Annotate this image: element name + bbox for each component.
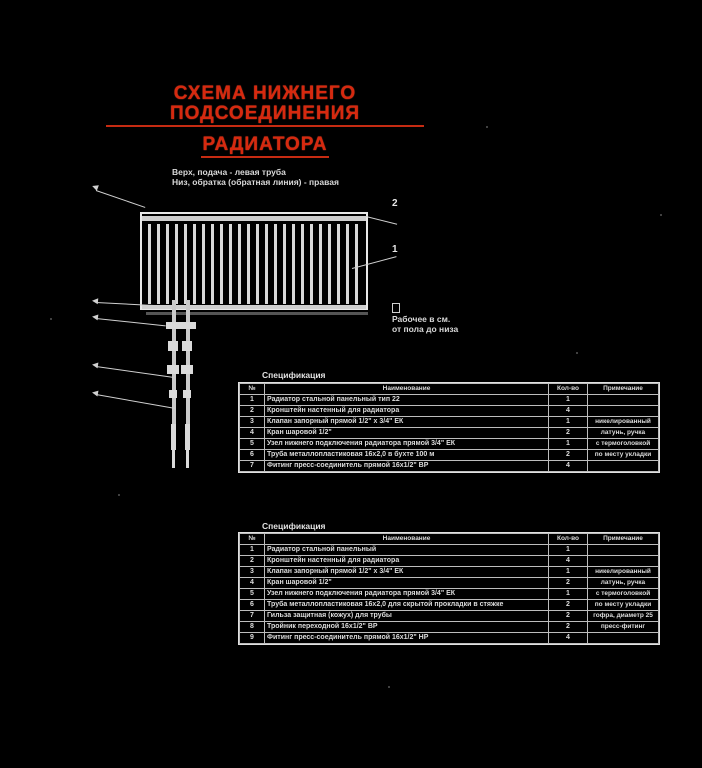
- cell-qty: 1: [549, 567, 588, 578]
- floor-level-note: [392, 303, 458, 334]
- table-row: [240, 567, 659, 578]
- header-num: №: [240, 534, 265, 545]
- cell-qty: 2: [549, 428, 588, 439]
- title-line-1: СХЕМА НИЖНЕГО ПОДСОЕДИНЕНИЯ: [169, 83, 361, 124]
- cell-name: Кран шаровой 1/2": [265, 578, 549, 589]
- specification-table-1: [238, 382, 660, 473]
- cell-num: 2: [240, 406, 265, 417]
- cell-name: Гильза защитная (кожух) для трубы: [265, 611, 549, 622]
- cell-note: латунь, ручка: [588, 578, 659, 589]
- cell-num: 6: [240, 600, 265, 611]
- cell-note: с термоголовкой: [588, 439, 659, 450]
- cell-qty: 1: [549, 545, 588, 556]
- table-header-row: [240, 534, 659, 545]
- arrow-head-4: [92, 298, 99, 305]
- cell-num: 2: [240, 556, 265, 567]
- cell-num: 1: [240, 395, 265, 406]
- radiator-top-manifold: [142, 216, 366, 221]
- cell-name: Тройник переходной 16х1/2" ВР: [265, 622, 549, 633]
- cell-qty: 2: [549, 611, 588, 622]
- cell-name: Узел нижнего подключения радиатора прямой 3/4" ЕК: [265, 439, 549, 450]
- table-row: [240, 556, 659, 567]
- cell-num: 9: [240, 633, 265, 644]
- cell-num: 5: [240, 589, 265, 600]
- cell-name: Кронштейн настенный для радиатора: [265, 406, 549, 417]
- floor-level-note-line-1: Рабочее в см.: [392, 314, 451, 324]
- table-row: [240, 589, 659, 600]
- header-note: Примечание: [588, 384, 659, 395]
- scan-speck: [118, 494, 120, 496]
- table-row: [240, 450, 659, 461]
- cell-note: гофра, диаметр 25: [588, 611, 659, 622]
- arrow-head-6: [92, 362, 99, 369]
- table-row: [240, 622, 659, 633]
- radiator-drawing: [140, 212, 368, 312]
- cell-name: Кран шаровой 1/2": [265, 428, 549, 439]
- cell-qty: 2: [549, 578, 588, 589]
- header-qty: Кол-во: [549, 534, 588, 545]
- scan-speck: [388, 686, 390, 688]
- spec-table-2: [239, 533, 659, 644]
- spec-table-1: [239, 383, 659, 472]
- cell-note: [588, 406, 659, 417]
- cell-qty: 4: [549, 461, 588, 472]
- cell-qty: 4: [549, 633, 588, 644]
- cell-qty: 2: [549, 622, 588, 633]
- cell-name: Фитинг пресс-соединитель прямой 16х1/2" НР: [265, 633, 549, 644]
- cell-num: 1: [240, 545, 265, 556]
- cell-num: 3: [240, 567, 265, 578]
- arrow-head-5: [92, 314, 99, 321]
- header-num: №: [240, 384, 265, 395]
- cell-note: никелированный: [588, 567, 659, 578]
- cell-name: Кронштейн настенный для радиатора: [265, 556, 549, 567]
- scan-speck: [660, 214, 662, 216]
- cell-note: латунь, ручка: [588, 428, 659, 439]
- cell-qty: 4: [549, 556, 588, 567]
- cell-num: 4: [240, 428, 265, 439]
- table-row: [240, 395, 659, 406]
- cell-num: 8: [240, 622, 265, 633]
- header-name: Наименование: [265, 534, 549, 545]
- level-bar-icon: [392, 303, 400, 313]
- cell-note: [588, 395, 659, 406]
- cell-note: с термоголовкой: [588, 589, 659, 600]
- cell-qty: 2: [549, 600, 588, 611]
- arrow-head-7: [92, 390, 99, 397]
- header-note: Примечание: [588, 534, 659, 545]
- cell-note: [588, 556, 659, 567]
- cell-num: 5: [240, 439, 265, 450]
- cell-note: [588, 633, 659, 644]
- cell-num: 6: [240, 450, 265, 461]
- table-row: [240, 578, 659, 589]
- cell-num: 7: [240, 611, 265, 622]
- table-row: [240, 428, 659, 439]
- cell-qty: 1: [549, 395, 588, 406]
- table-row: [240, 611, 659, 622]
- cell-name: Радиатор стальной панельный: [265, 545, 549, 556]
- cell-name: Фитинг пресс-соединитель прямой 16х1/2" ВР: [265, 461, 549, 472]
- leader-line-2: [366, 216, 397, 225]
- title-underline-2: [201, 156, 329, 158]
- cell-qty: 4: [549, 406, 588, 417]
- cell-name: Труба металлопластиковая 16х2,0 для скрытой прокладки в стяжке: [265, 600, 549, 611]
- cell-num: 4: [240, 578, 265, 589]
- cell-name: Радиатор стальной панельный тип 22: [265, 395, 549, 406]
- header-qty: Кол-во: [549, 384, 588, 395]
- title-underline-1: [106, 125, 424, 127]
- floor-level-note-line-2: от пола до низа: [392, 324, 459, 334]
- table-row: [240, 633, 659, 644]
- legend-note: [172, 167, 339, 187]
- scan-speck: [486, 126, 488, 128]
- table1-caption: Спецификация: [262, 370, 326, 380]
- cell-note: никелированный: [588, 417, 659, 428]
- table-row: [240, 417, 659, 428]
- cell-num: 3: [240, 417, 265, 428]
- callout-1: 1: [392, 244, 398, 255]
- title-line-2: РАДИАТОРА: [202, 134, 328, 155]
- callout-2: 2: [392, 198, 398, 209]
- cell-qty: 2: [549, 450, 588, 461]
- table-row: [240, 600, 659, 611]
- header-name: Наименование: [265, 384, 549, 395]
- page-title: [95, 84, 435, 158]
- scan-speck: [576, 352, 578, 354]
- cell-name: Узел нижнего подключения радиатора прямой 3/4" ЕК: [265, 589, 549, 600]
- cell-note: пресс-фитинг: [588, 622, 659, 633]
- cell-note: по месту укладки: [588, 600, 659, 611]
- table-row: [240, 406, 659, 417]
- table-row: [240, 461, 659, 472]
- table-row: [240, 545, 659, 556]
- leader-line-5: [96, 318, 166, 326]
- pipework-assembly: [160, 300, 206, 490]
- cell-note: по месту укладки: [588, 450, 659, 461]
- cell-qty: 1: [549, 439, 588, 450]
- specification-table-2: [238, 532, 660, 645]
- table-row: [240, 439, 659, 450]
- table2-caption: Спецификация: [262, 521, 326, 531]
- cell-name: Клапан запорный прямой 1/2" х 3/4" ЕК: [265, 417, 549, 428]
- scan-speck: [50, 318, 52, 320]
- cell-note: [588, 545, 659, 556]
- cell-qty: 1: [549, 417, 588, 428]
- cell-name: Клапан запорный прямой 1/2" х 3/4" ЕК: [265, 567, 549, 578]
- cell-qty: 1: [549, 589, 588, 600]
- radiator-fins: [148, 224, 360, 304]
- cell-name: Труба металлопластиковая 16х2,0 в бухте 100 м: [265, 450, 549, 461]
- cell-num: 7: [240, 461, 265, 472]
- table-header-row: [240, 384, 659, 395]
- legend-note-line-2: Низ, обратка (обратная линия) - правая: [172, 177, 339, 187]
- legend-note-line-1: Верх, подача - левая труба: [172, 167, 286, 177]
- leader-line-3: [96, 190, 145, 208]
- cell-note: [588, 461, 659, 472]
